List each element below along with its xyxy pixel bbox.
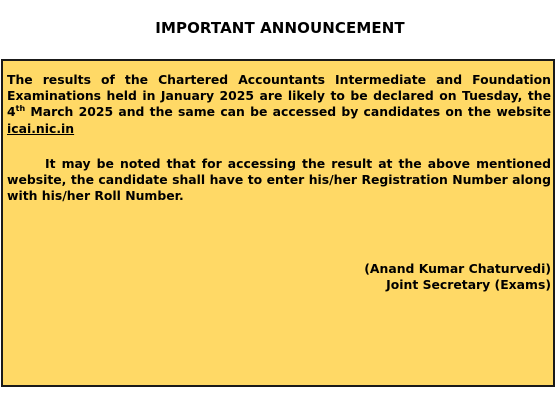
results-line-3: [7, 104, 551, 120]
results-line-3-text: March 2025 and the same can be accessed by candidates on the website: [25, 104, 551, 120]
access-line-3: with his/her Roll Number.: [7, 188, 184, 204]
website-link[interactable]: icai.nic.in: [7, 120, 75, 136]
results-date-day: 4: [7, 104, 16, 120]
signatory-name: (Anand Kumar Chaturvedi): [364, 261, 551, 276]
results-date-suffix: th: [15, 104, 26, 114]
results-line-4: [7, 121, 551, 137]
access-line-1-text: It may be noted that for accessing the result at the above mentioned: [45, 156, 551, 171]
access-line-2: website, the candidate shall have to enter his/her Registration Number along: [7, 172, 551, 188]
results-paragraph: [7, 72, 551, 137]
results-line-1: The results of the Chartered Accountants Intermediate and Foundation: [7, 72, 551, 87]
access-line-1: [7, 156, 551, 172]
announcement-box: [1, 59, 555, 387]
announcement-title: IMPORTANT ANNOUNCEMENT: [155, 19, 405, 37]
signatory-designation: Joint Secretary (Exams): [386, 277, 551, 293]
signature-block: [364, 261, 551, 293]
results-line-2: Examinations held in January 2025 are likely to be declared on Tuesday, the: [7, 88, 551, 104]
access-paragraph: [7, 156, 551, 205]
